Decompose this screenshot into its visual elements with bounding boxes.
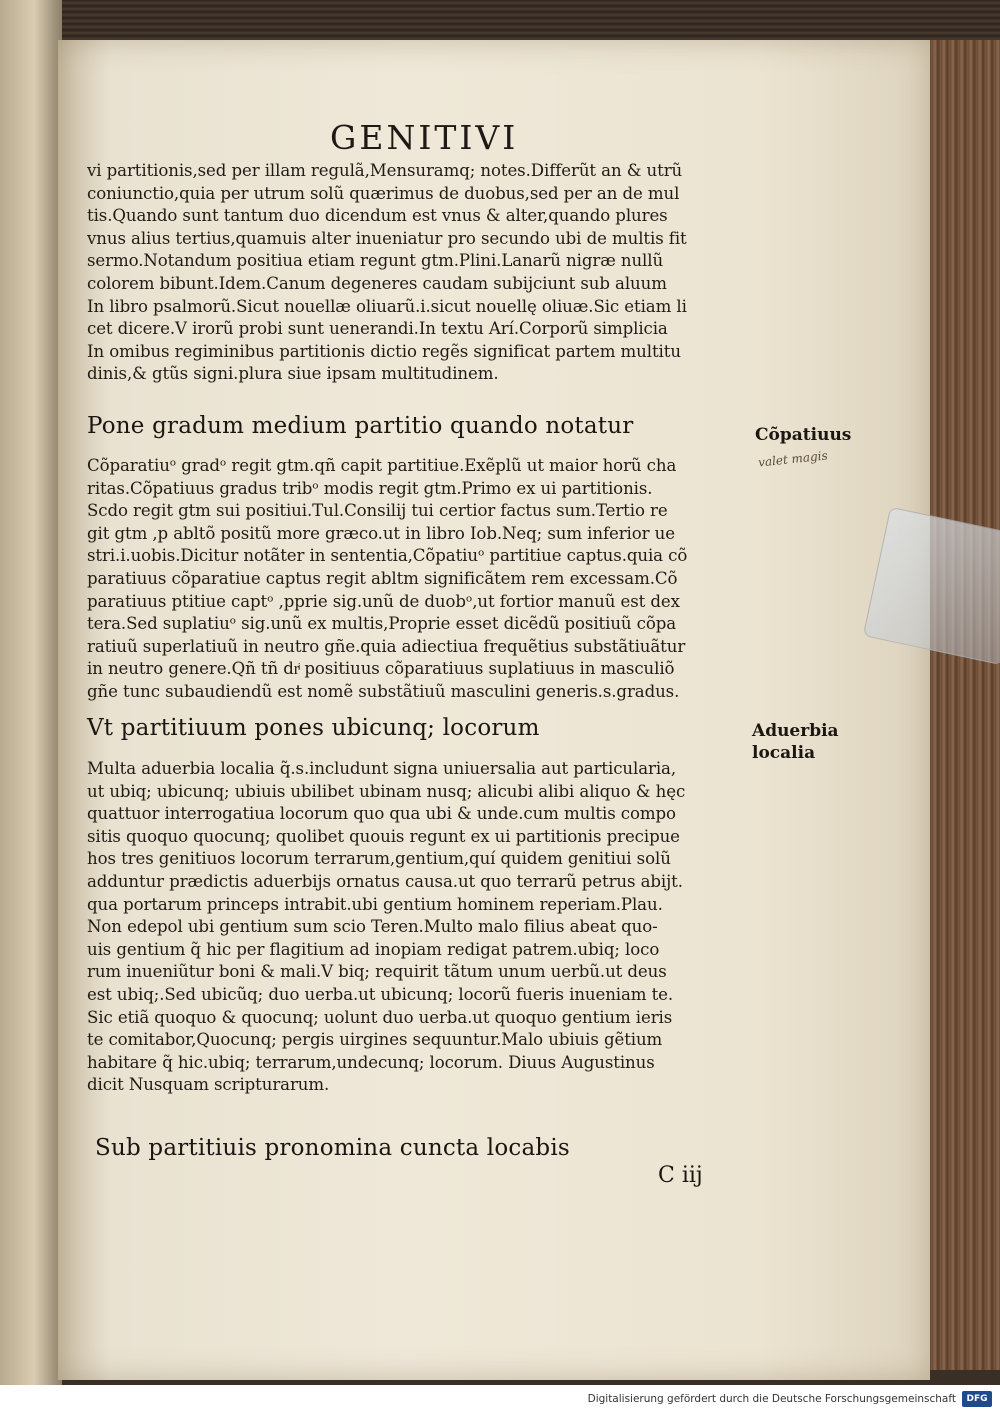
text-line: dicit Nusquam scripturarum. [87, 1075, 330, 1095]
text-block-2 [87, 455, 687, 704]
handwritten-marginal-note: valet magis [757, 448, 829, 470]
footer-bar [0, 1385, 1000, 1415]
text-line: Cõparatiuᵒ gradᵒ regit gtm.qñ capit partitiue.Exẽplũ ut maior horũ cha [87, 456, 677, 475]
text-line: hos tres genitiuos locorum terrarum,gentium,quí quidem genitiui solũ [87, 849, 671, 869]
text-line: Multa aduerbia localia q̃.s.includunt signa uniuersalia aut particularia, [87, 759, 676, 778]
text-line: tera.Sed suplatiuᵒ sig.unũ ex multis,Proprie esset dicẽdũ positiuũ cõpa [87, 614, 677, 634]
text-line: vnus alius tertius,quamuis alter inueniatur pro secundo ubi de multis fit [87, 228, 687, 248]
text-line: In omibus regiminibus partitionis dictio regẽs significat partem multitu [87, 341, 681, 361]
text-line: gñe tunc subaudiendũ est nomẽ substãtiuũ masculini generis.s.gradus. [87, 681, 680, 701]
text-block-3 [87, 758, 685, 1097]
text-line: tis.Quando sunt tantum duo dicendum est vnus & alter,quando plures [87, 206, 668, 226]
text-line: qua portarum princeps intrabit.ubi gentium hominem reperiam.Plau. [87, 894, 663, 914]
text-line: te comitabor,Quocunq; pergis uirgines sequuntur.Malo ubiuis gẽtium [87, 1030, 663, 1050]
text-block-1 [87, 160, 687, 386]
dfg-logo: DFG [962, 1391, 992, 1407]
signature-mark: C iij [658, 1163, 703, 1188]
text-line: Scdo regit gtm sui positiui.Tul.Consilij tui certior factus sum.Tertio re [87, 501, 668, 521]
text-line: git gtm ,p abltõ positũ more græco.ut in libro Iob.Neq; sum inferior ue [87, 523, 675, 543]
text-line: ritas.Cõpatiuus gradus tribᵒ modis regit gtm.Primo ex ui partitionis. [87, 478, 653, 498]
text-line: adduntur prædictis aduerbijs ornatus causa.ut quo terrarũ petrus abijt. [87, 871, 683, 891]
text-line: rum inueniũtur boni & mali.V biq; requirit tãtum unum uerbũ.ut deus [87, 962, 667, 982]
text-line: vi partitionis,sed per illam regulã,Mensuramq; notes.Differũt an & utrũ [87, 161, 683, 180]
text-line: in neutro genere.Qñ tñ drͥ positiuus cõparatiuus suplatiuus in masculiõ [87, 659, 675, 679]
verse-line-1: Pone gradum medium partitio quando notatur [87, 413, 634, 439]
text-line: dinis,& gtũs signi.plura siue ipsam multitudinem. [87, 364, 499, 384]
text-line: Non edepol ubi gentium sum scio Teren.Multo malo filius abeat quo- [87, 917, 658, 937]
running-head: GENITIVI [330, 118, 519, 157]
marginal-note-copatiuus: Cõpatiuus [755, 425, 852, 445]
text-line: In libro psalmorũ.Sicut nouellæ oliuarũ.i.sicut nouellę oliuæ.Sic etiam li [87, 296, 687, 316]
footer-credit: Digitalisierung gefördert durch die Deutsche Forschungsgemeinschaft [587, 1393, 956, 1405]
text-line: sitis quoquo quocunq; quolibet quouis regunt ex ui partitionis precipue [87, 826, 680, 846]
verse-line-2: Vt partitiuum pones ubicunq; locorum [87, 715, 540, 741]
text-line: sermo.Notandum positiua etiam regunt gtm.Plini.Lanarũ nigræ nullũ [87, 251, 664, 271]
text-line: ut ubiq; ubicunq; ubiuis ubilibet ubinam nusq; alicubi alibi aliquo & hęc [87, 781, 686, 801]
text-line: ratiuũ superlatiuũ in neutro gñe.quia adiectiua frequẽtius substãtiuãtur [87, 636, 686, 656]
marginal-note-aduerbia: Aduerbia localia [752, 721, 839, 763]
text-line: paratiuus cõparatiue captus regit abltm significãtem rem excessam.Cõ [87, 568, 678, 588]
text-line: colorem bibunt.Idem.Canum degeneres caudam subijciunt sub aluum [87, 273, 667, 293]
text-line: Sic etiã quoquo & quocunq; uolunt duo uerba.ut quoquo gentium ieris [87, 1007, 673, 1027]
text-line: est ubiq;.Sed ubicũq; duo uerba.ut ubicunq; locorũ fueris inueniam te. [87, 984, 674, 1004]
text-line: cet dicere.V irorũ probi sunt uenerandi.In textu Arí.Corporũ simplicia [87, 319, 668, 339]
text-line: quattuor interrogatiua locorum quo qua ubi & unde.cum multis compo [87, 804, 676, 824]
text-line: stri.i.uobis.Dicitur notãter in sententia,Cõpatiuᵒ partitiue captus.quia cõ [87, 546, 688, 566]
verse-line-3: Sub partitiuis pronomina cuncta locabis [95, 1135, 570, 1161]
left-page-gutter [0, 0, 62, 1385]
text-line: uis gentium q̃ hic per flagitium ad inopiam redigat patrem.ubiq; loco [87, 939, 660, 959]
text-line: habitare q̃ hic.ubiq; terrarum,undecunq; locorum. Diuus Augustinus [87, 1052, 655, 1072]
text-line: paratiuus ptitiue captᵒ ,pprie sig.unũ de duobᵒ,ut fortior manuũ est dex [87, 591, 680, 611]
text-line: coniunctio,quia per utrum solũ quærimus de duobus,sed per an de mul [87, 183, 680, 203]
